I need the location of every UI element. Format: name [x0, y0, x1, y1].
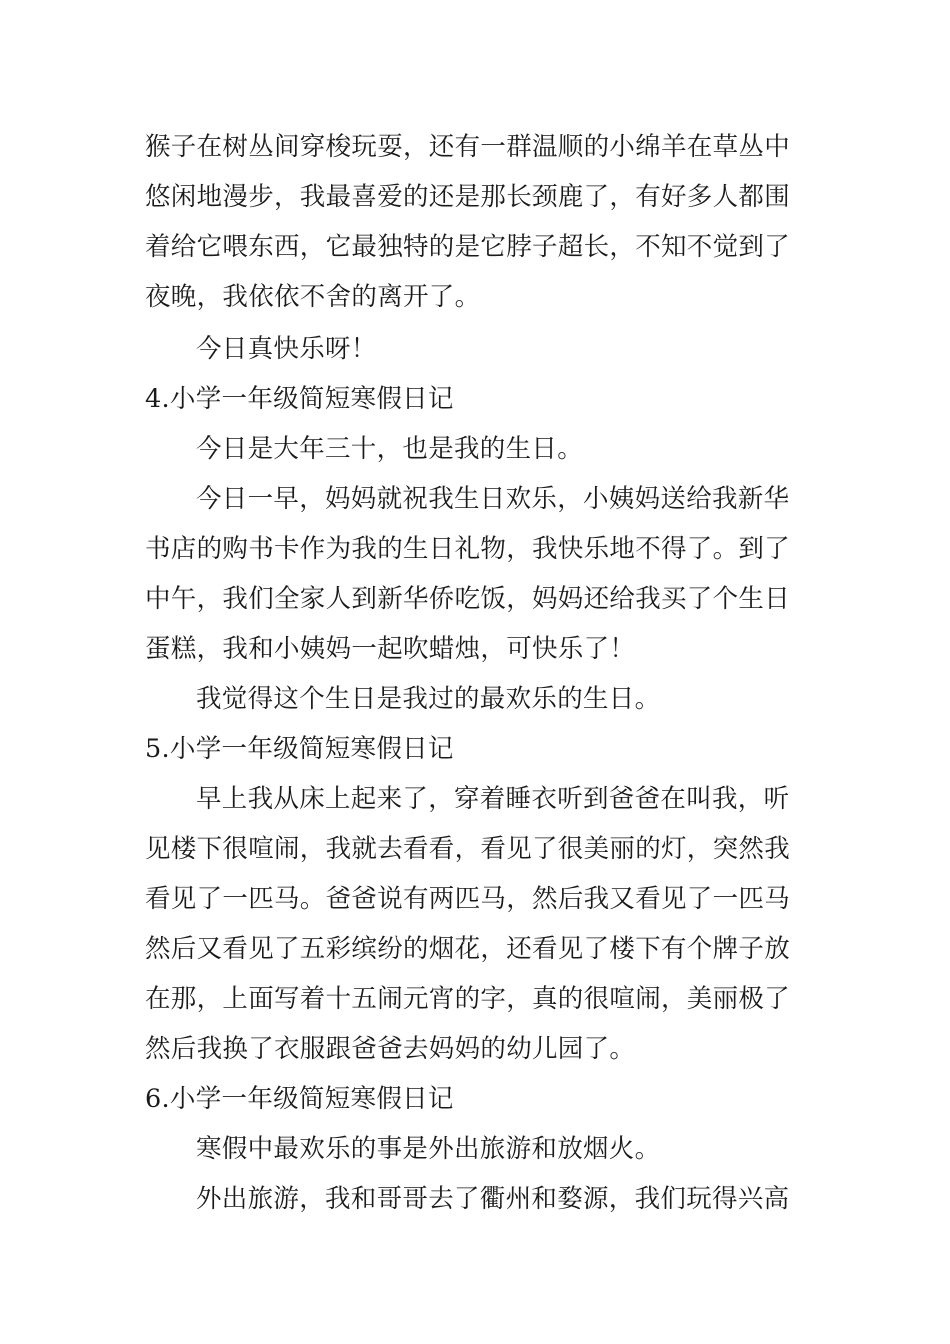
paragraph-line: 猴子在树丛间穿梭玩耍，还有一群温顺的小绵羊在草丛中: [145, 132, 791, 162]
section-heading: 6.小学一年级简短寒假日记: [145, 1084, 454, 1114]
paragraph-line: 然后又看见了五彩缤纷的烟花，还看见了楼下有个牌子放: [145, 934, 791, 964]
section-heading: 4.小学一年级简短寒假日记: [145, 384, 454, 414]
section-heading: 5.小学一年级简短寒假日记: [145, 734, 454, 764]
paragraph-line: 书店的购书卡作为我的生日礼物，我快乐地不得了。到了: [145, 534, 791, 564]
paragraph-line: 夜晚，我依依不舍的离开了。: [145, 282, 481, 312]
paragraph-line: 在那，上面写着十五闹元宵的字，真的很喧闹，美丽极了: [145, 984, 791, 1014]
paragraph-line: 今日真快乐呀！: [196, 334, 377, 364]
paragraph-line: 外出旅游，我和哥哥去了衢州和婺源，我们玩得兴高: [196, 1184, 790, 1214]
paragraph-line: 着给它喂东西，它最独特的是它脖子超长，不知不觉到了: [145, 232, 791, 262]
paragraph-line: 早上我从床上起来了，穿着睡衣听到爸爸在叫我，听: [196, 784, 790, 814]
paragraph-line: 看见了一匹马。爸爸说有两匹马，然后我又看见了一匹马: [145, 884, 791, 914]
paragraph-line: 今日一早，妈妈就祝我生日欢乐，小姨妈送给我新华: [196, 484, 790, 514]
paragraph-line: 中午，我们全家人到新华侨吃饭，妈妈还给我买了个生日: [145, 584, 791, 614]
paragraph-line: 寒假中最欢乐的事是外出旅游和放烟火。: [196, 1134, 661, 1164]
paragraph-line: 今日是大年三十，也是我的生日。: [196, 434, 584, 464]
paragraph-line: 蛋糕，我和小姨妈一起吹蜡烛，可快乐了！: [145, 634, 636, 664]
paragraph-line: 然后我换了衣服跟爸爸去妈妈的幼儿园了。: [145, 1034, 636, 1064]
paragraph-line: 见楼下很喧闹，我就去看看，看见了很美丽的灯，突然我: [145, 834, 791, 864]
paragraph-line: 我觉得这个生日是我过的最欢乐的生日。: [196, 684, 661, 714]
paragraph-line: 悠闲地漫步，我最喜爱的还是那长颈鹿了，有好多人都围: [145, 182, 791, 212]
